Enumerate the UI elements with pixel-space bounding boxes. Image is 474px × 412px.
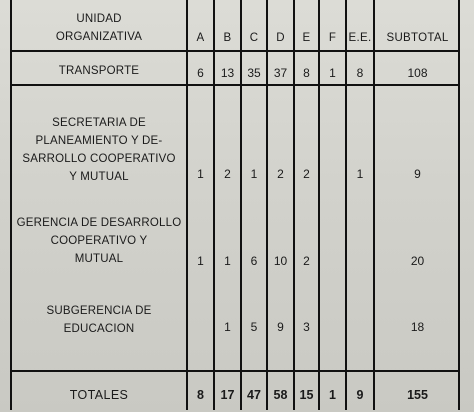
cell-value: 1 bbox=[329, 66, 336, 80]
row-rule bbox=[10, 84, 460, 86]
column-divider bbox=[186, 0, 188, 410]
cell-value: 2 bbox=[303, 167, 310, 181]
cell-value: 1 bbox=[197, 254, 204, 268]
header-unit-line1: UNIDAD bbox=[76, 13, 122, 25]
cell-value: 1 bbox=[197, 167, 204, 181]
total-value: 1 bbox=[329, 388, 336, 402]
header-unit-label bbox=[12, 10, 186, 46]
cell-value: 3 bbox=[303, 320, 310, 334]
column-divider bbox=[240, 0, 242, 410]
cell-value: 1 bbox=[224, 254, 231, 268]
total-value: 17 bbox=[220, 388, 235, 402]
cell-value: 2 bbox=[224, 167, 231, 181]
cell-subtotal: 20 bbox=[410, 254, 425, 268]
cell-value: 35 bbox=[247, 66, 261, 80]
grand-total: 155 bbox=[407, 388, 428, 402]
col-header-f: F bbox=[328, 32, 337, 44]
row-label-line: SARROLLO COOPERATIVO bbox=[22, 153, 176, 165]
totals-rule bbox=[10, 370, 460, 372]
cell-value: 9 bbox=[277, 320, 284, 334]
cell-value: 37 bbox=[273, 66, 288, 80]
column-divider bbox=[373, 0, 375, 410]
row-label-line: SECRETARIA DE bbox=[52, 117, 146, 129]
col-header-b: B bbox=[223, 32, 232, 44]
cell-subtotal: 9 bbox=[414, 167, 421, 181]
cell-value: 1 bbox=[250, 167, 258, 181]
total-value: 15 bbox=[299, 388, 314, 402]
row-label-transporte bbox=[12, 62, 186, 80]
cell-value: 6 bbox=[250, 254, 258, 268]
cell-value: 6 bbox=[197, 66, 204, 80]
row-label-line: GERENCIA DE DESARROLLO bbox=[16, 217, 182, 229]
row-label-line: Y MUTUAL bbox=[69, 171, 129, 183]
column-divider bbox=[266, 0, 268, 410]
row-label-secretaria bbox=[12, 114, 186, 186]
row-label-subgerencia bbox=[12, 302, 186, 338]
total-value: 8 bbox=[197, 388, 204, 402]
cell-value: 1 bbox=[356, 167, 364, 181]
cell-value: 8 bbox=[303, 66, 310, 80]
row-label-line: EDUCACION bbox=[63, 323, 135, 335]
totals-label: TOTALES bbox=[69, 388, 129, 402]
cell-subtotal: 18 bbox=[410, 320, 425, 334]
header-unit-line2: ORGANIZATIVA bbox=[55, 31, 143, 43]
total-value: 9 bbox=[356, 388, 364, 402]
cell-value: 8 bbox=[356, 66, 364, 80]
cell-value: 2 bbox=[277, 167, 284, 181]
column-divider bbox=[213, 0, 215, 410]
row-label-line: MUTUAL bbox=[74, 253, 124, 265]
total-value: 58 bbox=[273, 388, 288, 402]
col-header-ee: E.E. bbox=[348, 32, 372, 44]
col-header-d: D bbox=[276, 32, 285, 44]
column-divider bbox=[345, 0, 347, 410]
column-divider bbox=[318, 0, 320, 410]
cell-value: 10 bbox=[273, 254, 288, 268]
cell-value: 13 bbox=[220, 66, 235, 80]
row-label-line: COOPERATIVO Y bbox=[50, 235, 148, 247]
cell-value: 1 bbox=[224, 320, 231, 334]
col-header-a: A bbox=[196, 32, 205, 44]
cell-value: 5 bbox=[250, 320, 258, 334]
total-value: 47 bbox=[247, 388, 261, 402]
col-header-e: E bbox=[302, 32, 311, 44]
cell-subtotal: 108 bbox=[407, 66, 428, 80]
cell-value: 2 bbox=[303, 254, 310, 268]
row-label-line: PLANEAMIENTO Y DE- bbox=[35, 135, 163, 147]
row-label-line: TRANSPORTE bbox=[58, 65, 140, 77]
col-header-c: C bbox=[249, 32, 259, 44]
row-label-line: SUBGERENCIA DE bbox=[46, 305, 152, 317]
column-divider bbox=[293, 0, 295, 410]
header-rule bbox=[10, 50, 460, 52]
col-header-subtotal: SUBTOTAL bbox=[386, 32, 449, 44]
row-label-gerencia bbox=[12, 214, 186, 268]
